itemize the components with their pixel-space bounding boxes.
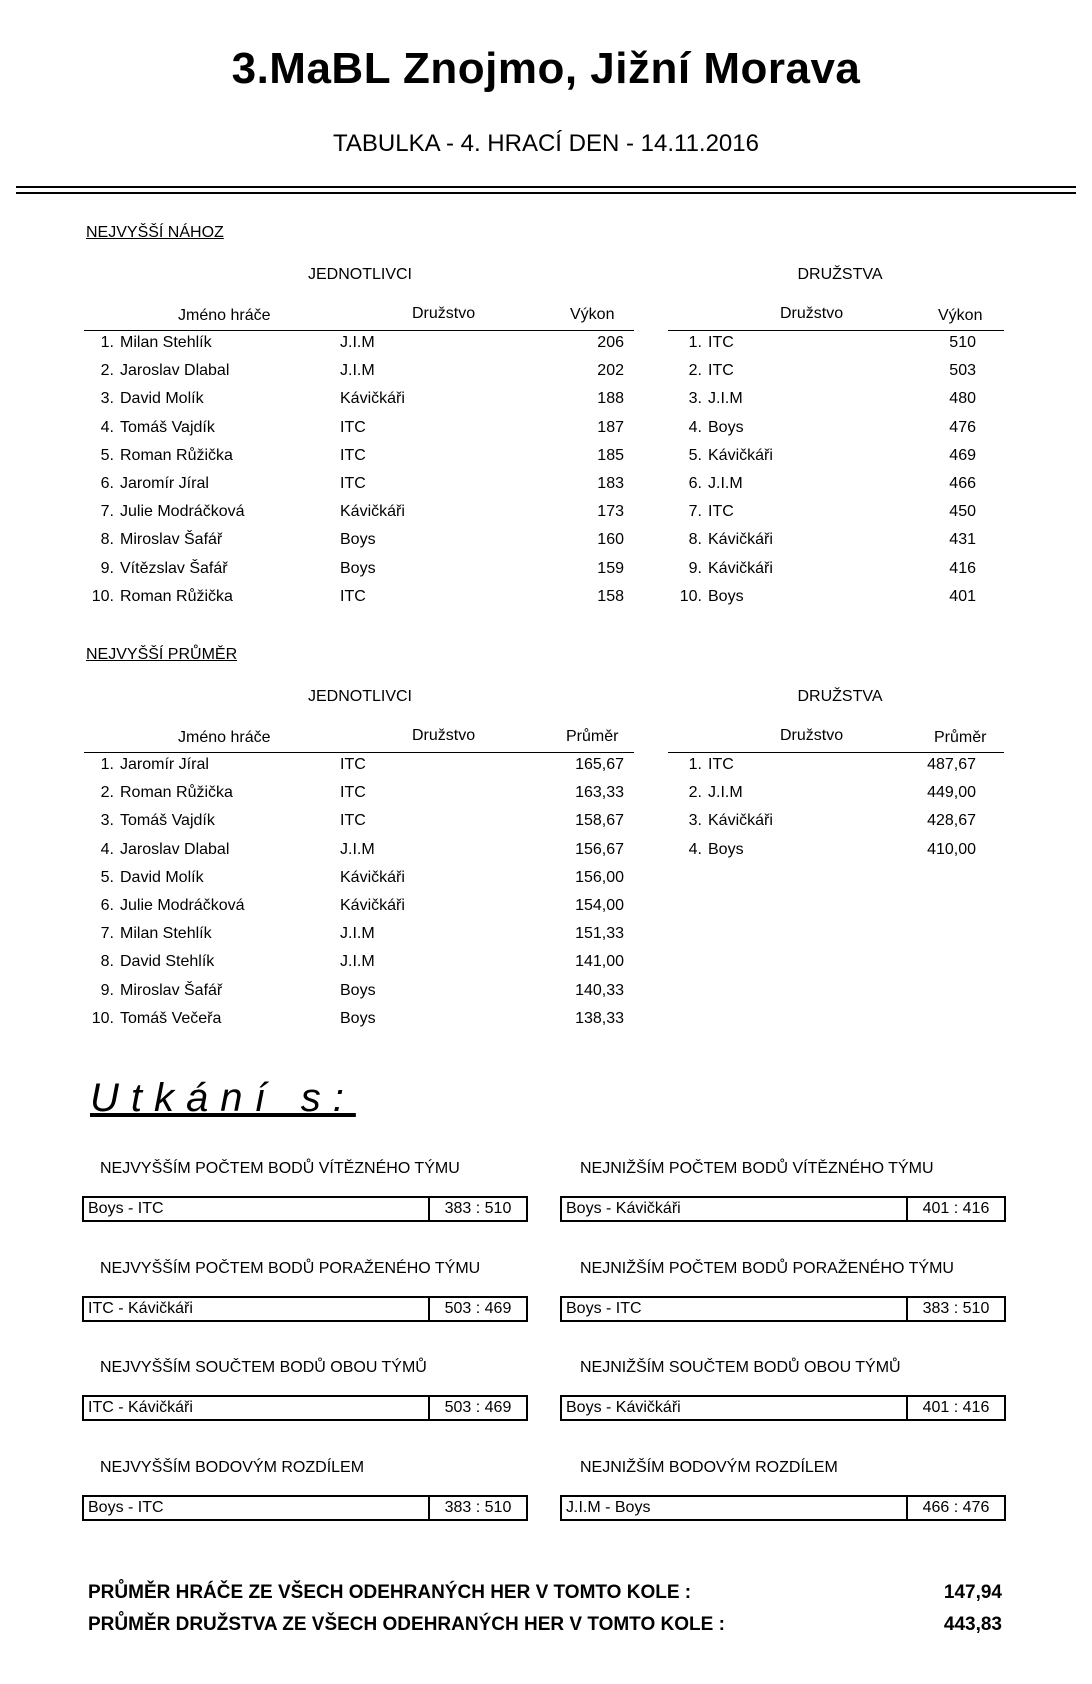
header-divider-bottom (16, 192, 1076, 194)
row-value: 173 (597, 503, 624, 521)
match-teams: Boys - Kávičkáři (566, 1200, 681, 1217)
table-row (84, 417, 644, 439)
row-value: 141,00 (575, 953, 624, 971)
page-title: 3.MaBL Znojmo, Jižní Morava (231, 44, 861, 93)
row-player-name: Tomáš Vajdík (120, 418, 215, 436)
row-rank: 3. (100, 812, 114, 830)
row-rank: 2. (100, 784, 114, 802)
row-rank: 6. (688, 475, 702, 492)
row-team: Boys (708, 587, 744, 605)
row-rank: 2. (100, 362, 114, 380)
match-teams: ITC - Kávičkáři (88, 1399, 193, 1416)
match-criterion-label: NEJVYŠŠÍM POČTEM BODŮ VÍTĚZNÉHO TÝMU (100, 1160, 460, 1177)
match-criterion-label: NEJVYŠŠÍM BODOVÝM ROZDÍLEM (100, 1458, 365, 1476)
page-subtitle: TABULKA - 4. HRACÍ DEN - 14.11.2016 (333, 130, 759, 157)
row-team: Boys (340, 1009, 376, 1027)
match-criterion-label: NEJVYŠŠÍM SOUČTEM BODŮ OBOU TÝMŮ (100, 1359, 427, 1376)
match-score: 401 : 416 (906, 1198, 1004, 1220)
row-player-name: Milan Stehlík (120, 334, 212, 351)
section-top-score-heading: NEJVYŠŠÍ NÁHOZ (86, 224, 224, 241)
match-score: 401 : 416 (906, 1397, 1004, 1419)
table-row (84, 586, 644, 608)
table-row (84, 754, 644, 776)
table-row (668, 501, 1008, 523)
row-value: 158 (597, 587, 624, 605)
row-player-name: Roman Růžička (120, 587, 233, 605)
row-rank: 1. (100, 334, 114, 351)
top-score-teams-heading: DRUŽSTVA (797, 266, 883, 283)
match-result-box (560, 1395, 1006, 1421)
row-team: ITC (708, 756, 734, 773)
row-value: 158,67 (575, 812, 624, 830)
row-team: Kávičkáři (708, 559, 773, 577)
row-team: Kávičkáři (708, 446, 773, 464)
row-team: J.I.M (340, 362, 375, 380)
row-rank: 8. (100, 953, 114, 971)
top-average-col-team: Družstvo (412, 727, 476, 744)
row-rank: 2. (688, 784, 702, 802)
table-row (84, 839, 644, 861)
table-row (668, 810, 1008, 832)
table-row (84, 501, 644, 523)
row-player-name: Jaroslav Dlabal (120, 840, 230, 858)
match-teams: Boys - ITC (566, 1299, 642, 1317)
table-row (84, 951, 644, 973)
row-value: 401 (949, 587, 976, 605)
row-team: ITC (708, 503, 734, 521)
row-team: Boys (340, 531, 376, 549)
row-value: 469 (949, 446, 976, 464)
header-divider-top (16, 186, 1076, 188)
row-player-name: Miroslav Šafář (120, 981, 223, 999)
row-player-name: Julie Modráčková (120, 503, 245, 521)
row-rank: 4. (688, 418, 702, 436)
row-player-name: David Molík (120, 868, 204, 886)
match-criterion-label: NEJNIŽŠÍM POČTEM BODŮ PORAŽENÉHO TÝMU (580, 1259, 954, 1277)
table-row (668, 445, 1008, 467)
row-value: 449,00 (927, 784, 976, 802)
row-value: 428,67 (927, 812, 976, 830)
table-row (84, 980, 644, 1002)
top-score-teams-col-team: Družstvo (780, 305, 844, 322)
top-average-individuals-heading: JEDNOTLIVCI (307, 688, 412, 705)
table-row (668, 558, 1008, 580)
match-result-box (82, 1495, 528, 1521)
row-value: 160 (597, 531, 624, 549)
match-teams: Boys - ITC (88, 1498, 164, 1516)
row-team: Kávičkáři (708, 531, 773, 549)
row-value: 159 (597, 559, 624, 577)
row-team: Kávičkáři (708, 812, 773, 830)
table-row (668, 388, 1008, 410)
row-team: ITC (340, 446, 366, 464)
row-value: 202 (597, 362, 624, 380)
row-rank: 5. (688, 446, 702, 464)
row-team: ITC (340, 812, 366, 830)
table-row (84, 558, 644, 580)
row-value: 480 (949, 390, 976, 408)
row-value: 138,33 (575, 1009, 624, 1027)
row-player-name: Jaroslav Dlabal (120, 362, 230, 380)
row-team: J.I.M (708, 475, 743, 492)
row-rank: 1. (100, 756, 114, 773)
row-rank: 8. (100, 531, 114, 549)
row-player-name: Miroslav Šafář (120, 531, 223, 549)
row-player-name: David Stehlík (120, 953, 215, 971)
top-score-individuals-rule (84, 330, 634, 331)
row-rank: 8. (688, 531, 702, 549)
row-value: 165,67 (575, 756, 624, 773)
row-team: Boys (708, 840, 744, 858)
table-row (668, 332, 1008, 354)
row-team: ITC (708, 334, 734, 351)
top-average-individuals-rule (84, 752, 634, 753)
match-result-box (82, 1196, 528, 1222)
row-team: J.I.M (708, 390, 743, 408)
match-result-box (82, 1296, 528, 1322)
row-rank: 1. (688, 334, 702, 351)
row-value: 476 (949, 418, 976, 436)
row-team: Boys (708, 418, 744, 436)
row-rank: 3. (688, 390, 702, 408)
match-result-box (560, 1196, 1006, 1222)
top-score-col-team: Družstvo (412, 305, 476, 322)
match-teams: J.I.M - Boys (566, 1498, 651, 1516)
top-average-teams-rule (668, 752, 1004, 753)
row-value: 431 (949, 531, 976, 549)
top-average-teams-col-team: Družstvo (780, 727, 844, 744)
table-row (84, 445, 644, 467)
row-value: 206 (597, 334, 624, 351)
row-value: 188 (597, 390, 624, 408)
row-rank: 4. (100, 418, 114, 436)
table-row (84, 867, 644, 889)
row-team: Boys (340, 981, 376, 999)
row-rank: 5. (100, 446, 114, 464)
row-team: Kávičkáři (340, 897, 405, 914)
match-score: 466 : 476 (906, 1497, 1004, 1519)
row-value: 503 (949, 362, 976, 380)
top-average-teams-col-value: Průměr (934, 729, 987, 746)
table-row (84, 332, 644, 354)
row-value: 185 (597, 446, 624, 464)
row-player-name: Tomáš Vajdík (120, 812, 215, 830)
table-row (668, 360, 1008, 382)
match-score: 383 : 510 (428, 1198, 526, 1220)
table-row (84, 782, 644, 804)
row-team: Kávičkáři (340, 390, 405, 408)
match-score: 503 : 469 (428, 1397, 526, 1419)
match-score: 503 : 469 (428, 1298, 526, 1320)
row-value: 410,00 (927, 840, 976, 858)
row-team: J.I.M (340, 334, 375, 351)
row-value: 156,00 (575, 868, 624, 886)
matches-heading: Utkání s: (90, 1076, 356, 1120)
row-rank: 3. (688, 812, 702, 830)
row-value: 163,33 (575, 784, 624, 802)
match-teams: Boys - Kávičkáři (566, 1399, 681, 1416)
row-rank: 10. (679, 587, 702, 605)
row-value: 154,00 (575, 897, 624, 914)
table-row (84, 388, 644, 410)
row-value: 416 (949, 559, 976, 577)
top-score-col-name: Jméno hráče (178, 307, 271, 324)
top-score-teams-col-value: Výkon (938, 307, 983, 324)
row-team: ITC (340, 475, 366, 492)
row-rank: 6. (100, 897, 114, 914)
row-team: Kávičkáři (340, 503, 405, 521)
row-team: J.I.M (340, 953, 375, 971)
row-value: 156,67 (575, 840, 624, 858)
row-rank: 9. (100, 559, 114, 577)
match-criterion-label: NEJNIŽŠÍM POČTEM BODŮ VÍTĚZNÉHO TÝMU (580, 1160, 934, 1177)
player-average-label: PRŮMĚR HRÁČE ZE VŠECH ODEHRANÝCH HER V TOMTO KOLE : (88, 1582, 692, 1603)
table-row (84, 923, 644, 945)
table-row (668, 586, 1008, 608)
row-player-name: Jaromír Jíral (120, 475, 209, 492)
team-average-label: PRŮMĚR DRUŽSTVA ZE VŠECH ODEHRANÝCH HER V TOMTO KOLE : (88, 1614, 725, 1635)
table-row (668, 529, 1008, 551)
row-player-name: Roman Růžička (120, 446, 233, 464)
row-value: 466 (949, 475, 976, 492)
top-score-teams-rule (668, 330, 1004, 331)
row-rank: 1. (688, 756, 702, 773)
row-rank: 7. (688, 503, 702, 521)
table-row (84, 529, 644, 551)
table-row (668, 754, 1008, 776)
row-rank: 7. (100, 503, 114, 521)
match-result-box (560, 1495, 1006, 1521)
table-row (668, 417, 1008, 439)
row-player-name: Jaromír Jíral (120, 756, 209, 773)
row-value: 183 (597, 475, 624, 492)
row-team: Kávičkáři (340, 868, 405, 886)
row-rank: 5. (100, 868, 114, 886)
row-player-name: Vítězslav Šafář (120, 559, 228, 577)
match-teams: ITC - Kávičkáři (88, 1299, 193, 1317)
row-rank: 6. (100, 475, 114, 492)
team-average-value: 443,83 (943, 1614, 1002, 1635)
match-criterion-label: NEJNIŽŠÍM SOUČTEM BODŮ OBOU TÝMŮ (580, 1359, 901, 1376)
match-score: 383 : 510 (428, 1497, 526, 1519)
row-value: 151,33 (575, 925, 624, 943)
table-row (668, 839, 1008, 861)
row-team: ITC (708, 362, 734, 380)
top-score-col-value: Výkon (570, 306, 615, 323)
table-row (84, 1008, 644, 1030)
match-result-box (560, 1296, 1006, 1322)
match-score: 383 : 510 (906, 1298, 1004, 1320)
row-team: J.I.M (340, 840, 375, 858)
row-player-name: Julie Modráčková (120, 897, 245, 914)
row-team: ITC (340, 756, 366, 773)
row-team: ITC (340, 784, 366, 802)
top-score-individuals-heading: JEDNOTLIVCI (307, 266, 412, 283)
match-criterion-label: NEJVYŠŠÍM POČTEM BODŮ PORAŽENÉHO TÝMU (100, 1259, 481, 1277)
row-value: 487,67 (927, 756, 976, 773)
row-player-name: Milan Stehlík (120, 925, 212, 943)
row-rank: 10. (91, 587, 114, 605)
row-rank: 4. (688, 840, 702, 858)
section-top-average-heading: NEJVYŠŠÍ PRŮMĚR (86, 646, 238, 663)
row-player-name: David Molík (120, 390, 204, 408)
table-row (668, 782, 1008, 804)
row-team: ITC (340, 418, 366, 436)
table-row (84, 810, 644, 832)
row-player-name: Tomáš Večeřa (120, 1009, 222, 1027)
row-team: J.I.M (708, 784, 743, 802)
player-average-value: 147,94 (943, 1582, 1002, 1603)
top-average-col-name: Jméno hráče (178, 729, 271, 746)
table-row (84, 473, 644, 495)
top-average-teams-heading: DRUŽSTVA (797, 688, 883, 705)
match-criterion-label: NEJNIŽŠÍM BODOVÝM ROZDÍLEM (580, 1458, 838, 1476)
row-rank: 4. (100, 840, 114, 858)
match-teams: Boys - ITC (88, 1200, 164, 1217)
row-rank: 2. (688, 362, 702, 380)
row-rank: 9. (100, 981, 114, 999)
row-rank: 3. (100, 390, 114, 408)
row-team: Boys (340, 559, 376, 577)
row-value: 187 (597, 418, 624, 436)
row-value: 140,33 (575, 981, 624, 999)
row-team: J.I.M (340, 925, 375, 943)
match-result-box (82, 1395, 528, 1421)
top-average-col-value: Průměr (566, 728, 619, 745)
row-value: 450 (949, 503, 976, 521)
row-player-name: Roman Růžička (120, 784, 233, 802)
table-row (84, 360, 644, 382)
table-row (668, 473, 1008, 495)
table-row (84, 895, 644, 917)
row-value: 510 (949, 334, 976, 351)
row-rank: 9. (688, 559, 702, 577)
row-team: ITC (340, 587, 366, 605)
row-rank: 7. (100, 925, 114, 943)
row-rank: 10. (91, 1009, 114, 1027)
